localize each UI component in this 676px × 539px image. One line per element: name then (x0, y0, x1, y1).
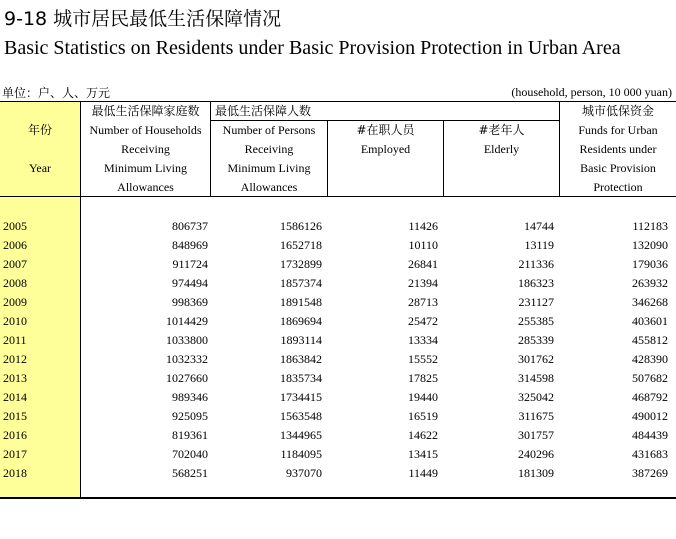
cell-persons: 1734415 (280, 390, 322, 404)
cell-year: 2016 (3, 428, 27, 442)
cell-persons: 1652718 (280, 238, 322, 252)
cell-persons: 1857374 (280, 276, 322, 290)
cell-funds: 490012 (632, 409, 668, 423)
cell-employed: 14622 (408, 428, 438, 442)
cell-year: 2010 (3, 314, 27, 328)
cell-elderly: 186323 (518, 276, 554, 290)
cell-employed: 16519 (408, 409, 438, 423)
cell-elderly: 181309 (518, 466, 554, 480)
cell-year: 2006 (3, 238, 27, 252)
cell-year: 2018 (3, 466, 27, 480)
cell-funds: 132090 (632, 238, 668, 252)
cell-households: 974494 (172, 276, 208, 290)
cell-households: 568251 (172, 466, 208, 480)
employed-header (328, 121, 443, 159)
year-header-cn: 年份 (27, 123, 52, 137)
cell-persons: 1863842 (280, 352, 322, 366)
table-row (0, 331, 676, 350)
cell-persons: 1586126 (280, 219, 322, 233)
unit-label-english: (household, person, 10 000 yuan) (511, 85, 672, 99)
cell-households: 819361 (172, 428, 208, 442)
cell-employed: 11449 (408, 466, 438, 480)
cell-elderly: 311675 (518, 409, 554, 423)
cell-year: 2015 (3, 409, 27, 423)
cell-funds: 112183 (632, 219, 668, 233)
persons-header-en-4: Allowances (240, 180, 298, 194)
persons-header-en-1: Number of Persons (222, 123, 316, 137)
unit-label-chinese: 单位：户、人、万元 (2, 86, 111, 100)
cell-employed: 26841 (408, 257, 438, 271)
cell-year: 2009 (3, 295, 27, 309)
cell-elderly: 240296 (518, 447, 554, 461)
funds-header-en-2: Residents under (579, 142, 657, 156)
cell-elderly: 285339 (518, 333, 554, 347)
cell-persons: 1732899 (280, 257, 322, 271)
cell-year: 2014 (3, 390, 27, 404)
households-header (81, 102, 210, 197)
cell-persons: 1835734 (280, 371, 322, 385)
households-header-cn: 最低生活保障家庭数 (91, 104, 200, 118)
persons-header-en-2: Receiving (244, 142, 294, 156)
cell-employed: 19440 (408, 390, 438, 404)
elderly-header-cn: #老年人 (478, 123, 525, 137)
cell-funds: 431683 (632, 447, 668, 461)
table-row (0, 388, 676, 407)
cell-households: 1014429 (166, 314, 208, 328)
table-row (0, 464, 676, 483)
households-header-en-1: Number of Households (89, 123, 202, 137)
cell-funds: 484439 (632, 428, 668, 442)
cell-households: 998369 (172, 295, 208, 309)
cell-funds: 346268 (632, 295, 668, 309)
cell-year: 2008 (3, 276, 27, 290)
cell-persons: 1184095 (280, 447, 322, 461)
table-bottom-rule (0, 497, 676, 499)
cell-employed: 15552 (408, 352, 438, 366)
statistics-table (0, 101, 676, 499)
page-title-english: Basic Statistics on Residents under Basic Provision Protection in Urban Area (4, 37, 621, 59)
cell-elderly: 325042 (518, 390, 554, 404)
table-row (0, 274, 676, 293)
cell-elderly: 255385 (518, 314, 554, 328)
cell-year: 2012 (3, 352, 27, 366)
table-row (0, 407, 676, 426)
cell-funds: 507682 (632, 371, 668, 385)
elderly-header-en: Elderly (483, 142, 520, 156)
cell-year: 2017 (3, 447, 27, 461)
cell-persons: 937070 (286, 466, 322, 480)
cell-employed: 13415 (408, 447, 438, 461)
households-header-en-3: Minimum Living (103, 161, 187, 175)
cell-employed: 13334 (408, 333, 438, 347)
cell-households: 911724 (172, 257, 208, 271)
employed-header-cn: #在职人员 (356, 123, 415, 137)
cell-households: 1033800 (166, 333, 208, 347)
cell-elderly: 13119 (524, 238, 554, 252)
cell-year: 2007 (3, 257, 27, 271)
cell-elderly: 301762 (518, 352, 554, 366)
cell-persons: 1891548 (280, 295, 322, 309)
elderly-header (444, 121, 559, 159)
table-row (0, 255, 676, 274)
persons-header-en-3: Minimum Living (227, 161, 311, 175)
cell-year: 2005 (3, 219, 27, 233)
cell-year: 2011 (3, 333, 27, 347)
cell-employed: 28713 (408, 295, 438, 309)
cell-funds: 428390 (632, 352, 668, 366)
cell-funds: 263932 (632, 276, 668, 290)
persons-header (211, 121, 327, 197)
table-row (0, 293, 676, 312)
table-row (0, 217, 676, 236)
cell-elderly: 14744 (524, 219, 554, 233)
cell-elderly: 314598 (518, 371, 554, 385)
funds-header-cn: 城市低保资金 (581, 104, 654, 118)
cell-persons: 1563548 (280, 409, 322, 423)
cell-households: 806737 (172, 219, 208, 233)
households-header-en-4: Allowances (117, 180, 174, 194)
year-header-en: Year (28, 161, 52, 175)
cell-funds: 403601 (632, 314, 668, 328)
year-header (0, 121, 80, 178)
cell-households: 1032332 (166, 352, 208, 366)
cell-households: 1027660 (166, 371, 208, 385)
page-title-chinese: 9-18 城市居民最低生活保障情况 (4, 8, 282, 30)
cell-funds: 468792 (632, 390, 668, 404)
cell-elderly: 301757 (518, 428, 554, 442)
cell-employed: 10110 (408, 238, 438, 252)
cell-households: 848969 (172, 238, 208, 252)
cell-elderly: 231127 (518, 295, 554, 309)
funds-header-en-3: Basic Provision (580, 161, 656, 175)
cell-persons: 1869694 (280, 314, 322, 328)
table-row (0, 369, 676, 388)
table-row (0, 445, 676, 464)
cell-employed: 21394 (408, 276, 438, 290)
cell-year: 2013 (3, 371, 27, 385)
table-row (0, 426, 676, 445)
funds-header (560, 102, 676, 197)
cell-funds: 387269 (632, 466, 668, 480)
cell-persons: 1893114 (280, 333, 322, 347)
table-row (0, 350, 676, 369)
cell-funds: 179036 (632, 257, 668, 271)
cell-funds: 455812 (632, 333, 668, 347)
cell-employed: 25472 (408, 314, 438, 328)
funds-header-en-1: Funds for Urban (578, 123, 658, 137)
cell-households: 702040 (172, 447, 208, 461)
households-header-en-2: Receiving (121, 142, 170, 156)
cell-employed: 11426 (408, 219, 438, 233)
table-row (0, 312, 676, 331)
cell-employed: 17825 (408, 371, 438, 385)
cell-households: 925095 (172, 409, 208, 423)
cell-persons: 1344965 (280, 428, 322, 442)
employed-header-en: Employed (360, 142, 411, 156)
persons-header-cn: 最低生活保障人数 (215, 104, 312, 118)
table-row (0, 236, 676, 255)
cell-elderly: 211336 (518, 257, 554, 271)
cell-households: 989346 (172, 390, 208, 404)
funds-header-en-4: Protection (593, 180, 643, 194)
